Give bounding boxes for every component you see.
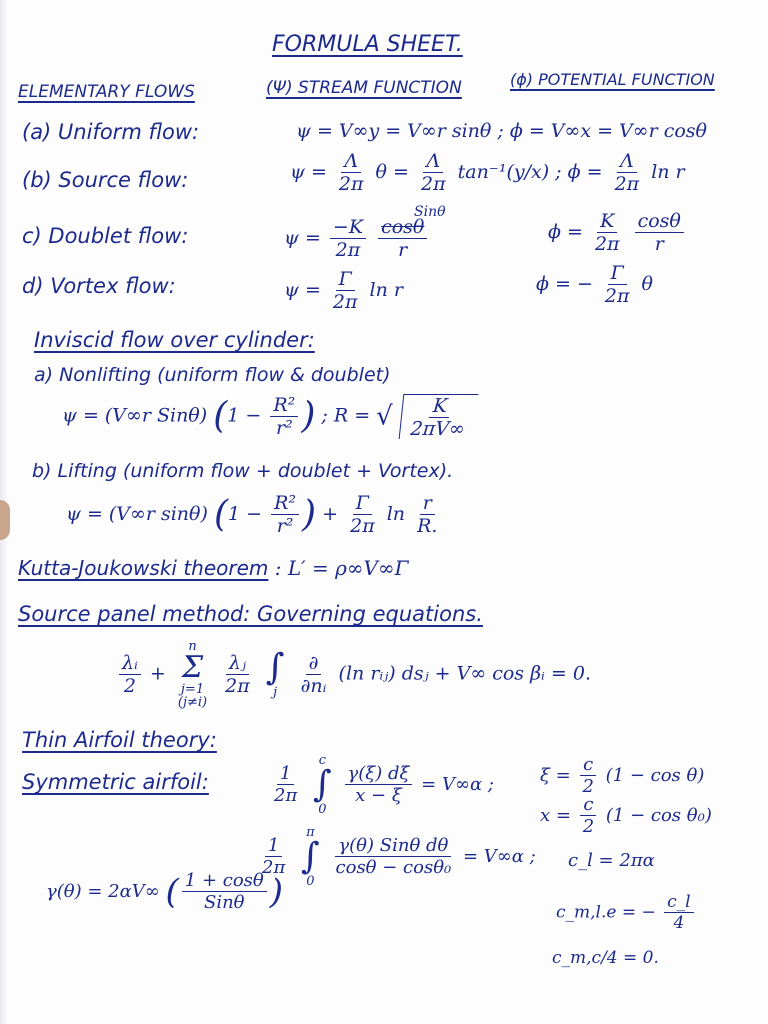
- one-minus: 1 −: [228, 503, 263, 525]
- xi-equals: ξ =: [540, 765, 571, 786]
- vortex-phi-equation: [536, 264, 653, 306]
- integral-limit: j: [273, 685, 278, 700]
- theta-symbol: θ: [641, 273, 653, 295]
- moment-quarter-chord: c_m,c/4 = 0.: [552, 948, 659, 968]
- two-pi: 2π: [338, 173, 364, 195]
- two-pi: 2π: [332, 291, 358, 313]
- ln-r: ln r: [651, 161, 685, 183]
- two-pi: 2π: [262, 857, 286, 878]
- gamma-symbol: Γ: [353, 494, 372, 515]
- one-plus-cos: 1 + cosθ: [182, 872, 267, 892]
- lifting-equation: [66, 494, 443, 536]
- elementary-flows-header: ELEMENTARY FLOWS: [18, 82, 195, 102]
- plus-sign: +: [149, 662, 166, 685]
- stream-function-header: (Ψ) STREAM FUNCTION: [266, 78, 462, 98]
- two-pi: 2π: [274, 785, 298, 806]
- one: 1: [265, 837, 282, 857]
- radius-fraction: [406, 397, 471, 439]
- source-flow-equation: [290, 152, 685, 194]
- uniform-flow-equation: ψ = V∞y = V∞r sinθ ; ϕ = V∞x = V∞r cosθ: [296, 120, 707, 142]
- c-symbol: c: [580, 756, 596, 776]
- sigma-symbol: Σ: [181, 650, 204, 685]
- doublet-phi-fraction-2: [635, 212, 684, 254]
- small-r: r: [420, 494, 435, 515]
- nonlifting-equation: [62, 394, 476, 439]
- two: 2: [582, 776, 594, 797]
- lambda-i-fraction: [119, 651, 141, 697]
- integral-lower-limit: 0: [306, 874, 315, 889]
- integrand-fraction: [333, 837, 455, 877]
- minus-k: −K: [330, 218, 366, 239]
- source-fraction-2: [418, 152, 449, 194]
- small-r-squared: r²: [276, 515, 294, 537]
- two-pi: 2π: [604, 285, 630, 307]
- doublet-fraction: [330, 218, 366, 260]
- thin-airfoil-heading: Thin Airfoil theory:: [22, 728, 217, 752]
- gamma-symbol: Γ: [336, 270, 355, 291]
- doublet-correction: Sinθ: [414, 204, 446, 220]
- vortex-fraction: [330, 270, 361, 312]
- r-squared-fraction: [271, 494, 299, 536]
- sqrt-body: [398, 394, 478, 439]
- one: 1: [277, 765, 294, 785]
- kutta-label: Kutta-Joukowski theorem: [18, 556, 269, 580]
- lambda-j: λⱼ: [226, 654, 249, 675]
- x-minus-xi: x − ξ: [355, 785, 402, 806]
- psi-equals: ψ =: [284, 227, 321, 249]
- k-symbol: K: [429, 397, 451, 418]
- r-symbol: r: [654, 233, 664, 255]
- summation: [178, 640, 207, 709]
- integral: [313, 754, 332, 816]
- psi-equals: ψ =: [290, 161, 327, 183]
- one-minus: 1 −: [227, 404, 262, 427]
- big-r-squared: R²: [271, 494, 299, 515]
- doublet-phi-equation: [548, 212, 687, 254]
- two: 2: [123, 674, 136, 697]
- k-symbol: K: [597, 212, 617, 233]
- open-paren: (: [213, 395, 228, 437]
- source-flow-label: (b) Source flow:: [22, 168, 189, 192]
- doublet-psi-equation: [284, 218, 430, 260]
- thin-airfoil-equation-1: [268, 754, 494, 816]
- kutta-line: [18, 558, 409, 578]
- cl-over-4: [664, 894, 693, 932]
- integrand-fraction: [345, 765, 413, 805]
- two: 2: [582, 816, 595, 837]
- integral-lower-limit: 0: [318, 802, 327, 817]
- lambda-symbol: Λ: [617, 152, 637, 173]
- integral-upper-limit: c: [318, 753, 327, 768]
- close-paren: ): [269, 872, 284, 912]
- two-pi: 2π: [350, 515, 375, 537]
- four: 4: [673, 913, 685, 933]
- c-over-2: [579, 756, 596, 796]
- lift-coefficient: c_l = 2πα: [568, 850, 655, 871]
- partial-derivative: [298, 651, 330, 697]
- two-pi-vinf: 2πV∞: [409, 418, 466, 440]
- gamma-theta-sin: γ(θ) Sinθ dθ: [335, 837, 451, 857]
- thumb-edge: [0, 500, 10, 540]
- cos-theta: cosθ: [635, 212, 684, 233]
- one-minus-cos-theta0: (1 − cos θ₀): [605, 805, 712, 826]
- panel-equation-tail: (ln rᵢⱼ) dsⱼ + V∞ cos βᵢ = 0.: [338, 662, 592, 685]
- integral-upper-limit: π: [306, 825, 315, 840]
- equals-v-alpha: = V∞α ;: [421, 774, 494, 795]
- one-minus-cos: (1 − cos θ): [605, 765, 705, 786]
- open-paren: (: [165, 872, 179, 912]
- doublet-flow-label: c) Doublet flow:: [22, 224, 189, 248]
- two-pi: 2π: [594, 233, 620, 255]
- ln-r: ln r: [369, 279, 403, 301]
- panel-method-heading: Source panel method: Governing equations.: [18, 602, 483, 626]
- plus-sign: +: [322, 503, 339, 525]
- symmetric-airfoil-label: Symmetric airfoil:: [22, 770, 209, 794]
- r-over-r-fraction: [414, 494, 440, 536]
- close-paren: ): [301, 395, 316, 437]
- gamma-xi-dxi: γ(ξ) dξ: [345, 765, 413, 785]
- sin-theta: Sinθ: [203, 892, 245, 913]
- kutta-equation: : L′ = ρ∞V∞Γ: [274, 556, 409, 580]
- doublet-fraction-2: [378, 218, 427, 260]
- psi-uniform-term: ψ = (V∞r Sinθ): [62, 404, 208, 427]
- big-r-squared: R²: [270, 396, 298, 417]
- radius-equals: ; R =: [321, 404, 371, 427]
- lambda-symbol: Λ: [341, 152, 361, 173]
- vortex-distribution: [46, 872, 283, 912]
- sqrt-sign: √: [376, 401, 393, 432]
- struck-cos: cosθ: [378, 218, 427, 239]
- thin-airfoil-equation-2: [256, 826, 536, 888]
- two-pi: 2π: [335, 239, 361, 261]
- integral: [265, 647, 285, 700]
- sum-exclusion: (j≠i): [177, 695, 208, 710]
- phi-equals: ϕ = −: [536, 273, 593, 295]
- one-over-two-pi: [271, 765, 300, 805]
- integral-symbol: ∫: [265, 647, 285, 688]
- partial-n-i: ∂nᵢ: [300, 674, 327, 697]
- open-paren: (: [213, 494, 228, 535]
- panel-equation: [116, 640, 591, 709]
- equals-v-alpha: = V∞α ;: [463, 846, 536, 867]
- lambda-j-fraction: [222, 651, 253, 697]
- lambda-i: λᵢ: [119, 654, 141, 675]
- lambda-symbol: Λ: [423, 152, 443, 173]
- cos-difference: cosθ − cosθ₀: [335, 857, 452, 878]
- source-fraction: [336, 152, 367, 194]
- gamma-theta-equals: γ(θ) = 2αV∞: [46, 881, 160, 902]
- r-squared-fraction: [270, 393, 298, 439]
- xi-substitution: [540, 756, 704, 796]
- nonlifting-label: a) Nonlifting (uniform flow & doublet): [34, 364, 391, 386]
- integral-symbol: ∫: [313, 764, 332, 805]
- uniform-flow-label: (a) Uniform flow:: [22, 120, 200, 144]
- vortex-flow-label: d) Vortex flow:: [22, 274, 176, 298]
- phi-equals: ϕ =: [548, 221, 583, 243]
- psi-uniform-term: ψ = (V∞r sinθ): [66, 503, 208, 525]
- integral: [301, 826, 320, 888]
- two-pi: 2π: [225, 674, 250, 697]
- theta-equals: θ =: [375, 161, 409, 183]
- lifting-label: b) Lifting (uniform flow + doublet + Vortex).: [32, 460, 454, 482]
- x-equals: x =: [540, 805, 571, 826]
- vortex-psi-equation: [284, 270, 403, 312]
- doublet-phi-fraction: [592, 212, 623, 254]
- cl-symbol: c_l: [664, 894, 693, 913]
- r-symbol: r: [398, 239, 408, 261]
- partial-symbol: ∂: [306, 654, 322, 675]
- two-pi: 2π: [420, 173, 446, 195]
- cm-le-equals: c_m,l.e = −: [556, 902, 656, 923]
- cos-ratio-fraction: [182, 872, 267, 912]
- small-r-squared: r²: [275, 416, 293, 439]
- sum-lower-limit: j=1: [180, 682, 205, 697]
- gamma-fraction: [347, 494, 378, 536]
- c-symbol: c: [580, 796, 596, 816]
- ln-symbol: ln: [386, 503, 406, 525]
- cylinder-heading: Inviscid flow over cylinder:: [34, 328, 315, 352]
- gamma-symbol: Γ: [608, 264, 627, 285]
- page-title: FORMULA SHEET.: [272, 32, 463, 57]
- big-r: R.: [417, 515, 438, 537]
- sum-upper-limit: n: [188, 639, 197, 654]
- potential-function-header: (ϕ) POTENTIAL FUNCTION: [510, 70, 715, 89]
- moment-leading-edge: [556, 894, 697, 932]
- c-over-2: [580, 796, 597, 836]
- close-paren: ): [302, 494, 317, 535]
- vortex-phi-fraction: [602, 264, 633, 306]
- source-phi-fraction: [612, 152, 643, 194]
- arctan-term: tan⁻¹(y/x) ; ϕ =: [457, 161, 603, 183]
- integral-symbol: ∫: [301, 836, 320, 877]
- psi-equals: ψ =: [284, 279, 321, 301]
- x-substitution: [540, 796, 712, 836]
- two-pi: 2π: [614, 173, 640, 195]
